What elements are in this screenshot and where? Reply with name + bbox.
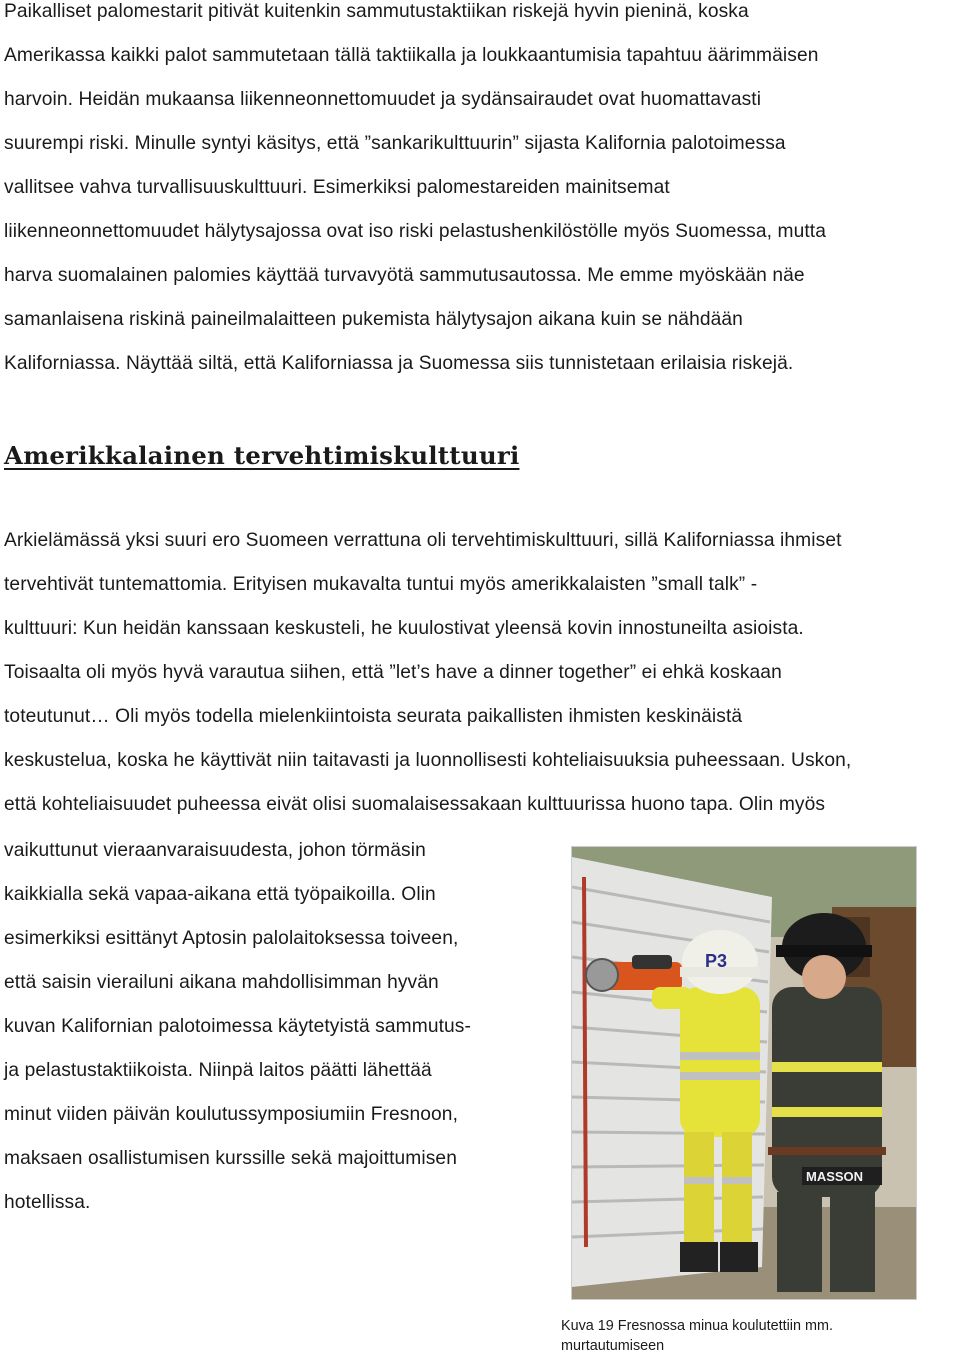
helmet-label: P3 (705, 951, 728, 971)
text-line: Paikalliset palomestarit pitivät kuitenkin sammutustaktiikan riskejä hyvin pieninä, koska (4, 1, 749, 22)
text-line: kaikkialla sekä vapaa-aikana että työpaikoilla. Olin (4, 884, 436, 905)
text-line: harvoin. Heidän mukaansa liikenneonnettomuudet ja sydänsairaudet ovat huomattavasti (4, 89, 762, 110)
text-line: että saisin vierailuni aikana mahdollisimman hyvän (4, 972, 439, 993)
text-line: liikenneonnettomuudet hälytysajossa ovat iso riski pelastushenkilöstölle myös Suomessa, mutta (4, 221, 826, 242)
firefighter-training-photo (571, 846, 917, 1300)
paragraph-hospitality (4, 829, 552, 1225)
text-line: vaikuttunut vieraanvaraisuudesta, johon törmäsin (4, 840, 426, 861)
text-line: hotellissa. (4, 1192, 91, 1213)
section-heading: Amerikkalainen tervehtimiskulttuuri (4, 441, 520, 470)
text-line: Kaliforniassa. Näyttää siltä, että Kaliforniassa ja Suomessa siis tunnistetaan erilaisia riskejä. (4, 353, 794, 374)
text-line: Amerikassa kaikki palot sammutetaan tällä taktiikalla ja loukkaantumisia tapahtuu äärimmäisen (4, 45, 819, 66)
text-line: keskustelua, koska he käyttivät niin taitavasti ja luonnollisesti kohteliaisuuksia puheessaan. Uskon, (4, 750, 852, 771)
photo-caption (561, 1316, 941, 1356)
caption-line: Kuva 19 Fresnossa minua koulutettiin mm. (561, 1318, 833, 1334)
text-line: harva suomalainen palomies käyttää turvavyötä sammutusautossa. Me emme myöskään näe (4, 265, 805, 286)
caption-line: murtautumiseen (561, 1338, 665, 1354)
text-line: tervehtivät tuntemattomia. Erityisen mukavalta tuntui myös amerikkalaisten ”small talk” - (4, 574, 758, 595)
text-line: Arkielämässä yksi suuri ero Suomeen verrattuna oli tervehtimiskulttuuri, sillä Kaliforniassa ihmiset (4, 530, 842, 551)
rescue-saw (586, 955, 682, 991)
text-line: maksaen osallistumisen kurssille sekä majoittumisen (4, 1148, 457, 1169)
text-line: samanlaisena riskinä paineilmalaitteen pukemista hälytysajon aikana kuin se nähdään (4, 309, 743, 330)
text-line: ja pelastustaktiikoista. Niinpä laitos päätti lähettää (4, 1060, 432, 1081)
text-line: toteutunut… Oli myös todella mielenkiintoista seurata paikallisten ihmisten keskinäistä (4, 706, 743, 727)
paragraph-greeting-culture (4, 519, 958, 827)
text-line: kuvan Kalifornian palotoimessa käytetyistä sammutus- (4, 1016, 471, 1037)
text-line: suurempi riski. Minulle syntyi käsitys, että ”sankarikulttuurin” sijasta Kalifornia palotoimessa (4, 133, 786, 154)
text-line: minut viiden päivän koulutussymposiumiin Fresnoon, (4, 1104, 458, 1125)
text-line: vallitsee vahva turvallisuuskulttuuri. Esimerkiksi palomestareiden mainitsemat (4, 177, 670, 198)
text-line: että kohteliaisuudet puheessa eivät olisi suomalaisessakaan kulttuurissa huono tapa. Olin myös (4, 794, 826, 815)
text-line: esimerkiksi esittänyt Aptosin palolaitoksessa toiveen, (4, 928, 459, 949)
text-line: Toisaalta oli myös hyvä varautua siihen, että ”let’s have a dinner together” ei ehkä koskaan (4, 662, 782, 683)
paragraph-risk-culture (4, 0, 958, 386)
text-line: kulttuuri: Kun heidän kanssaan keskusteli, he kuulostivat yleensä kovin innostuneilta asioista. (4, 618, 804, 639)
photo-illustration (572, 847, 916, 1299)
name-tag: MASSON (806, 1169, 864, 1184)
